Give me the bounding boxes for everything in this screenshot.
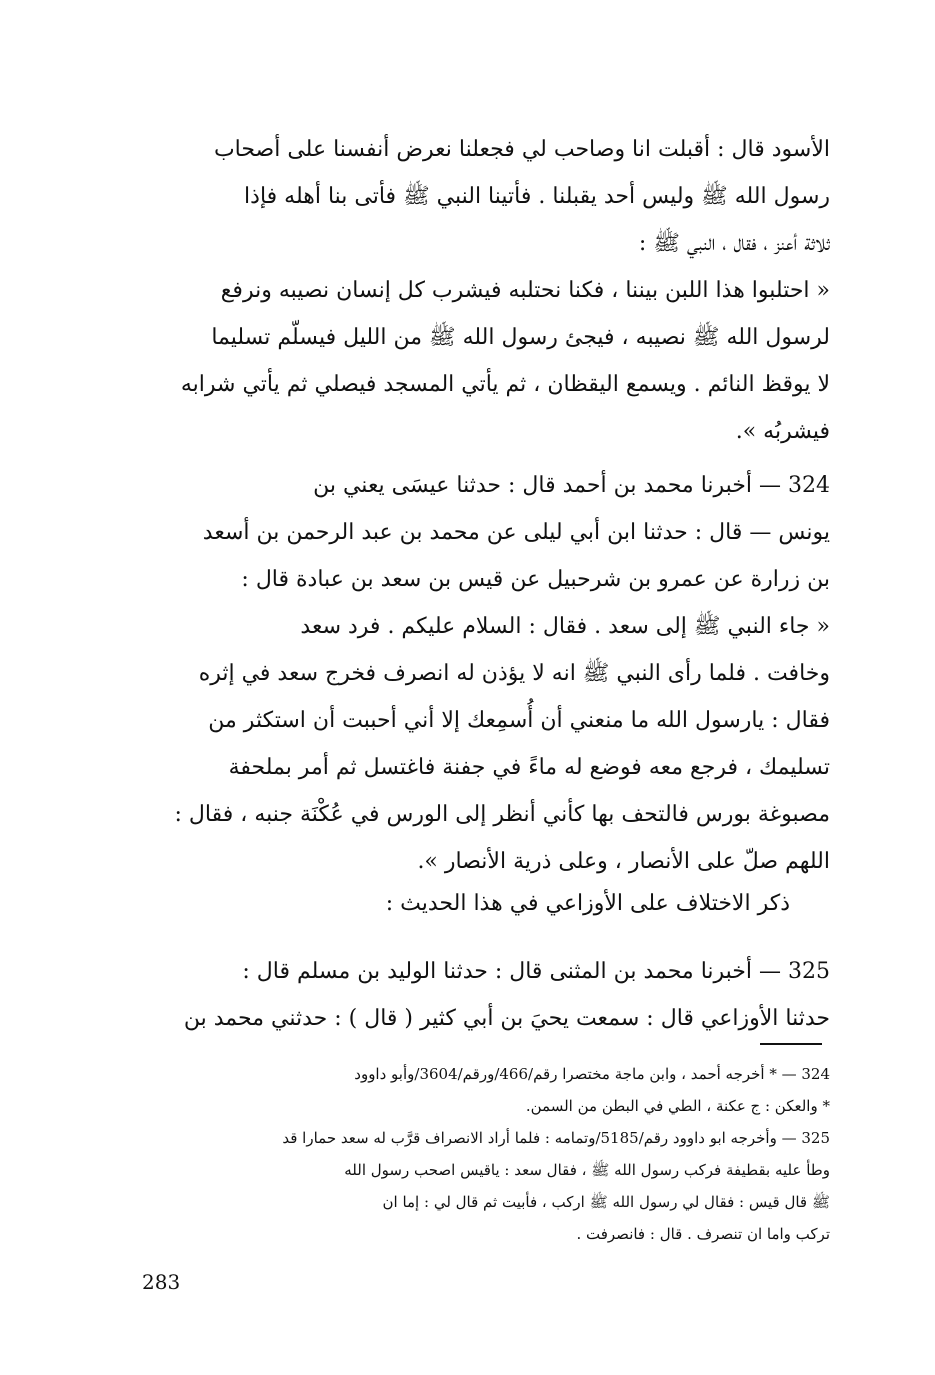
text-line: 325 — أخبرنا محمد بن المثنى قال : حدثنا الوليد بن مسلم قال : (242, 959, 830, 984)
text-line: لا يوقظ النائم . ويسمع اليقظان ، ثم يأتي المسجد فيصلي ثم يأتي شرابه (180, 372, 830, 397)
paragraph-hadith-323-end (140, 126, 830, 455)
text-line: بن زرارة عن عمرو بن شرحبيل عن قيس بن سعد بن عبادة قال : (241, 567, 830, 592)
footnote-line: ﷺ قال قيس : فقال لي رسول الله ﷺ اركب ، فأبيت ثم قال لي : إما ان (382, 1193, 830, 1211)
footnote-line: تركب واما ان تنصرف . قال : فانصرفت . (576, 1225, 830, 1243)
text-line: رسول الله ﷺ وليس أحد يقبلنا . فأتينا النبي ﷺ فأتى بنا أهله فإذا (244, 184, 830, 209)
footnote-line: 324 — * أخرجه أحمد ، وابن ماجة مختصرا رقم/466/ورقم/3604/وأبو داوود (354, 1065, 830, 1083)
text-line: فقال : يارسول الله ما منعني أن أُسمِعك إلا أني أحببت أن استكثر من (208, 708, 830, 733)
text-line: مصبوغة بورس فالتحف بها كأني أنظر إلى الورس في عُكْنَة جنبه ، فقال : (174, 802, 830, 827)
text-line: وخافت . فلما رأى النبي ﷺ انه لا يؤذن له انصرف فخرج سعد في إثره (198, 661, 830, 686)
text-line: فيشربُه ». (735, 419, 830, 444)
section-heading: ذكر الاختلاف على الأوزاعي في هذا الحديث : (385, 891, 790, 916)
text-line: « جاء النبي ﷺ إلى سعد . فقال : السلام عليكم . فرد سعد (300, 614, 830, 639)
text-line: تسليمك ، فرجع معه فوضع له ماءً في جفنة فاغتسل ثم أمر بملحفة (228, 755, 830, 780)
page-number: 283 (142, 1270, 181, 1294)
text-line: 324 — أخبرنا محمد بن أحمد قال : حدثنا عيسَى يعني بن (313, 473, 830, 498)
text-line: يونس — قال : حدثنا ابن أبي ليلى عن محمد بن عبد الرحمن بن أسعد (202, 520, 830, 545)
footnote-divider (760, 1043, 822, 1045)
text-line: اللهم صلّ على الأنصار ، وعلى ذرية الأنصار ». (417, 849, 830, 874)
paragraph-hadith-325 (140, 948, 830, 1042)
text-line: « احتلبوا هذا اللبن بيننا ، فكنا نحتلبه فيشرب كل إنسان نصيبه ونرفع (220, 278, 830, 303)
footnote-line: * والعكن : ج عكنة ، الطي في البطن من السمن. (525, 1097, 830, 1115)
footnotes (140, 1058, 830, 1250)
paragraph-hadith-324 (140, 462, 830, 885)
text-line: الأسود قال : أقبلت انا وصاحب لي فجعلنا نعرض أنفسنا على أصحاب (213, 137, 830, 162)
text-line: ثلاثة أعنز ، فقال ، النبي ﷺ : (638, 231, 830, 256)
footnote-line: 325 — وأخرجه ابو داوود رقم/5185/وتمامه : فلما أراد الانصراف قرَّب له سعد حمارا قد (282, 1129, 830, 1147)
footnote-line: وطأ عليه بقطيفة فركب رسول الله ﷺ ، فقال سعد : ياقيس اصحب رسول الله (344, 1161, 830, 1179)
text-line: حدثنا الأوزاعي قال : سمعت يحيَ بن أبي كثير ( قال ) : حدثني محمد بن (183, 1006, 830, 1031)
text-line: لرسول الله ﷺ نصيبه ، فيجئ رسول الله ﷺ من الليل فيسلّم تسليما (211, 325, 830, 350)
